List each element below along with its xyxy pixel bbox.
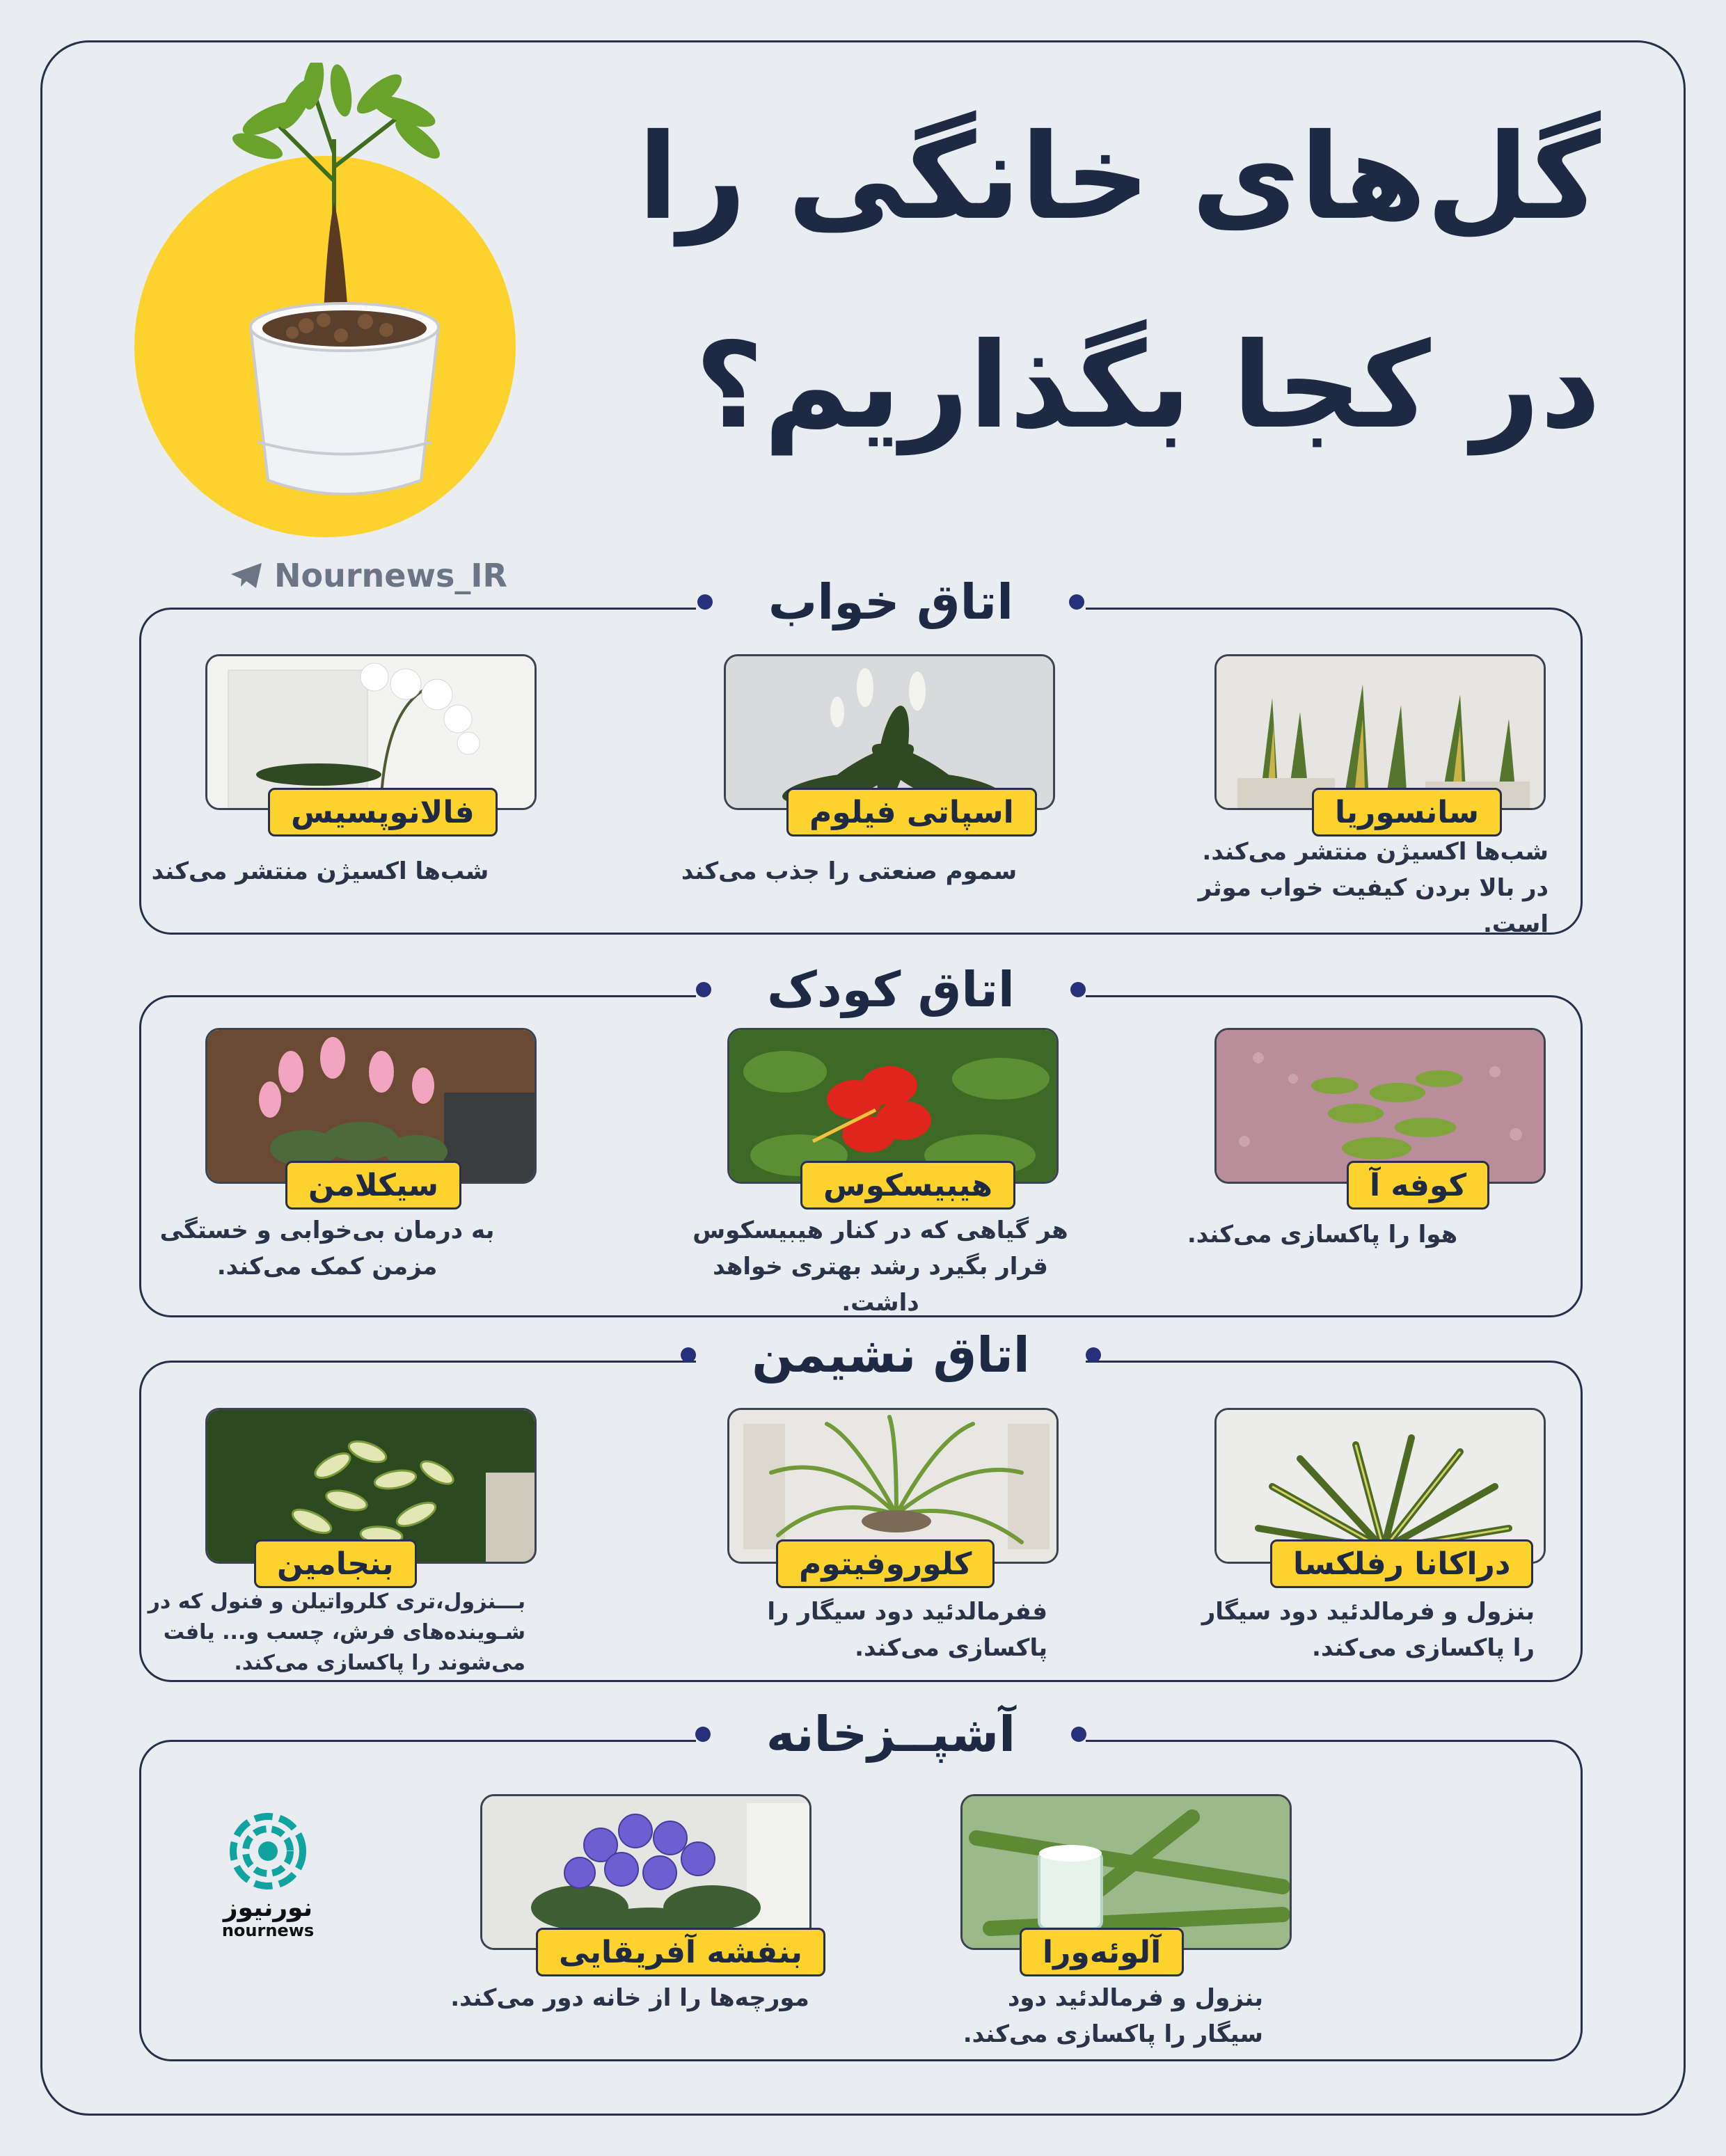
plant-description-line: شـوینده‌های فرش، چسب و... یافت: [163, 1620, 525, 1644]
plant-description-line: بنزول و فرمالدئید دود سیگار: [1201, 1598, 1535, 1626]
plant-name-tag: بنفشه آفریقایی: [536, 1928, 825, 1976]
plant-description: [658, 1594, 1047, 1666]
plant-description: [1145, 1594, 1535, 1666]
plant-name-tag: دراکانا رفلکسا: [1270, 1539, 1533, 1588]
plant-description-line: قرار بگیرد رشد بهتری خواهد داشت.: [713, 1253, 1048, 1317]
nournews-logo: [216, 1809, 320, 1940]
plant-description-line: سیگار را پاکسازی می‌کند.: [963, 2020, 1263, 2048]
plant-description: [686, 1212, 1075, 1321]
plant-description-line: شب‌ها اکسیژن منتشر می‌کند: [151, 857, 489, 885]
section-kitchen-box: [139, 1740, 1583, 2061]
bullet-dot: [1069, 594, 1084, 610]
plant-description-line: بـــنزول،تری کلرواتیلن و فنول که در: [148, 1590, 525, 1614]
section-title: اتاق کودک: [767, 961, 1015, 1018]
logo-subtitle: nournews: [221, 1921, 315, 1940]
plant-description-line: مزمن کمک می‌کند.: [216, 1253, 438, 1281]
bullet-dot: [1070, 982, 1086, 997]
plant-name-tag: فالانوپسیس: [268, 788, 498, 837]
section-living-room-header: [696, 1324, 1086, 1386]
plant-description-line: شب‌ها اکسیژن منتشر می‌کند.: [1202, 838, 1549, 866]
plant-description: [132, 1212, 522, 1285]
snake-plant-photo: [1214, 654, 1546, 810]
plant-description: [136, 1587, 525, 1679]
nournews-logo-mark: [216, 1809, 320, 1893]
plant-name-tag: آلوئه‌ورا: [1020, 1928, 1184, 1976]
orchid-photo: [205, 654, 537, 810]
plant-description-line: ففرمالدئید دود سیگار را: [767, 1598, 1047, 1626]
section-kitchen-header: [696, 1703, 1086, 1766]
plant-description-line: سموم صنعتی را جذب می‌کند: [681, 857, 1018, 885]
plant-description: [1127, 1216, 1517, 1253]
plant-description-line: را پاکسازی می‌کند.: [1312, 1634, 1535, 1662]
plant-description: [654, 853, 1044, 889]
plant-description-line: در بالا بردن کیفیت خواب موثر است.: [1198, 874, 1549, 938]
plant-name-tag: کلوروفیتوم: [776, 1539, 995, 1588]
bullet-dot: [696, 982, 711, 997]
plant-name-tag: اسپاتی فیلوم: [786, 788, 1037, 837]
bullet-dot: [695, 1727, 711, 1742]
bullet-dot: [1071, 1727, 1086, 1742]
telegram-handle-text: Nournews_IR: [274, 557, 507, 594]
section-bedroom-header: [696, 571, 1086, 633]
peace-lily-photo: [724, 654, 1055, 810]
page-title-line-2: در کجا بگذاریم؟: [695, 317, 1601, 455]
plant-name-tag: هیبیسکوس: [800, 1161, 1015, 1210]
plant-description-line: مورچه‌ها را از خانه دور می‌کند.: [450, 1984, 809, 2012]
plant-description: [1159, 834, 1549, 942]
plant-description-line: به درمان بی‌خوابی و خستگی: [159, 1216, 495, 1244]
plant-description-line: هر گیاهی که در کنار هیبیسکوس: [692, 1216, 1068, 1244]
plant-description-line: بنزول و فرمالدئید دود: [1007, 1984, 1263, 2012]
page-title-line-1: گل‌های خانگی را: [638, 109, 1601, 246]
bullet-dot: [697, 594, 713, 610]
plant-description: [435, 1980, 825, 2016]
plant-name-tag: بنجامین: [254, 1539, 417, 1588]
plant-name-tag: کوفه آ: [1347, 1161, 1489, 1210]
section-title: آشپــزخانه: [766, 1706, 1016, 1763]
african-violet-photo: [480, 1794, 811, 1950]
section-title: اتاق خواب: [768, 573, 1014, 631]
section-kids-room-header: [696, 958, 1086, 1021]
plant-description-line: پاکسازی می‌کند.: [855, 1634, 1047, 1662]
telegram-icon: [230, 562, 264, 589]
plant-description-line: می‌شوند را پاکسازی می‌کند.: [234, 1651, 525, 1675]
plant-description: [125, 853, 515, 889]
bullet-dot: [1086, 1347, 1101, 1363]
logo-name: نورنیوز: [223, 1894, 313, 1922]
plant-name-tag: سیکلامن: [285, 1161, 461, 1210]
money-tree-plant-image: [230, 63, 459, 508]
plant-name-tag: سانسوریا: [1312, 788, 1502, 837]
plant-description: [873, 1980, 1263, 2052]
telegram-handle: [230, 557, 507, 594]
aloe-vera-photo: [960, 1794, 1292, 1950]
plant-description-line: هوا را پاکسازی می‌کند.: [1187, 1221, 1458, 1249]
section-title: اتاق نشیمن: [752, 1326, 1030, 1384]
